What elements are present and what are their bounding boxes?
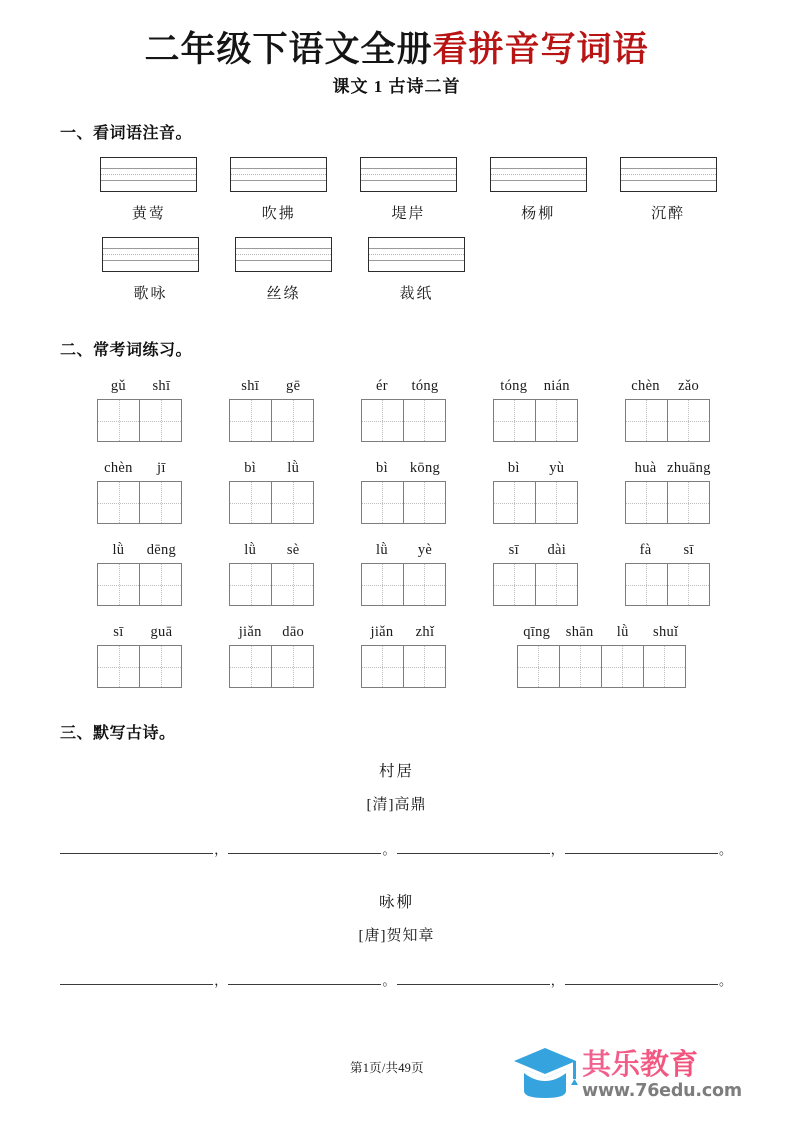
main-title-black: 二年级下语文全册 <box>144 29 433 70</box>
tianzige-box[interactable] <box>229 563 272 606</box>
tianzige-box[interactable] <box>271 563 314 606</box>
pinyin-label <box>360 624 446 641</box>
pinyin-label <box>624 542 710 559</box>
poem-block-2 <box>60 890 733 988</box>
tianzige-box-group <box>97 399 182 442</box>
pinyin-syllable: dāo <box>282 624 305 640</box>
pinyin-writing-box[interactable] <box>235 237 332 272</box>
tianzige-word-item <box>469 542 601 606</box>
tianzige-box-group <box>361 563 446 606</box>
tianzige-box[interactable] <box>139 645 182 688</box>
pinyin-syllable: qīng <box>523 624 551 640</box>
pinyin-syllable: tóng <box>411 378 439 394</box>
pinyin-syllable: kōng <box>409 460 441 476</box>
pinyin-syllable: chèn <box>104 460 133 476</box>
answer-blank[interactable] <box>397 838 550 854</box>
pinyin-label <box>97 460 183 477</box>
pinyin-label <box>97 624 183 641</box>
pinyin-label <box>492 542 578 559</box>
punctuation-mark: ， <box>214 842 228 857</box>
tianzige-box[interactable] <box>229 399 272 442</box>
word-label: 杨柳 <box>521 206 556 222</box>
pinyin-syllable: shī <box>241 378 260 394</box>
pinyin-writing-box[interactable] <box>100 157 197 192</box>
tianzige-box[interactable] <box>535 563 578 606</box>
pinyin-syllable: dēng <box>146 542 177 558</box>
pinyin-syllable: guā <box>150 624 173 640</box>
tianzige-box[interactable] <box>361 645 404 688</box>
pinyin-syllable: jiǎn <box>370 624 394 640</box>
page-number: 第1页/共49页 <box>350 1061 424 1075</box>
poem-answer-lines <box>60 838 733 857</box>
section-1-heading: 一、看词语注音。 <box>60 125 193 142</box>
tianzige-box[interactable] <box>229 645 272 688</box>
tianzige-box[interactable] <box>403 481 446 524</box>
punctuation-mark: ， <box>550 973 564 988</box>
pinyin-label <box>624 378 710 395</box>
tianzige-word-item <box>338 378 470 442</box>
answer-blank[interactable] <box>565 969 718 985</box>
tianzige-word-item <box>206 624 338 688</box>
tianzige-box[interactable] <box>559 645 602 688</box>
pinyin-box-item <box>217 237 350 303</box>
punctuation-mark: 。 <box>382 973 396 988</box>
pinyin-syllable: yù <box>549 460 565 476</box>
pinyin-syllable: shuǐ <box>653 624 679 640</box>
pinyin-box-item <box>214 157 344 223</box>
answer-blank[interactable] <box>60 969 213 985</box>
subtitle: 课文 1 古诗二首 <box>332 77 461 96</box>
tianzige-word-item <box>469 624 733 688</box>
pinyin-syllable: sī <box>683 542 694 558</box>
punctuation-mark: 。 <box>718 842 732 857</box>
tianzige-box[interactable] <box>643 645 686 688</box>
tianzige-word-item <box>74 624 206 688</box>
tianzige-box-group <box>625 481 710 524</box>
tianzige-word-item <box>74 460 206 524</box>
tianzige-box-group <box>493 563 578 606</box>
tianzige-word-item <box>601 460 733 524</box>
pinyin-writing-box[interactable] <box>102 237 199 272</box>
pinyin-syllable: lǜ <box>112 542 125 558</box>
answer-blank[interactable] <box>565 838 718 854</box>
pinyin-box-row-2 <box>60 237 733 303</box>
pinyin-box-item <box>344 157 474 223</box>
pinyin-syllable: sī <box>113 624 124 640</box>
main-title-red: 看拼音写词语 <box>432 29 649 70</box>
tianzige-box[interactable] <box>667 399 710 442</box>
tianzige-box[interactable] <box>667 563 710 606</box>
tianzige-box[interactable] <box>271 645 314 688</box>
graduation-cap-icon <box>512 1046 578 1104</box>
page-footer <box>0 1046 793 1122</box>
tianzige-word-item <box>74 378 206 442</box>
answer-blank[interactable] <box>397 969 550 985</box>
pinyin-syllable: jī <box>157 460 166 476</box>
pinyin-label <box>229 460 315 477</box>
pinyin-syllable: chèn <box>631 378 660 394</box>
poem-block-1 <box>60 759 733 857</box>
pinyin-label <box>229 542 315 559</box>
poem-author: [唐]贺知章 <box>358 928 435 944</box>
tianzige-box[interactable] <box>361 481 404 524</box>
tianzige-word-item <box>469 378 601 442</box>
pinyin-label <box>624 460 710 477</box>
pinyin-syllable: dài <box>547 542 567 558</box>
pinyin-box-item <box>603 157 733 223</box>
pinyin-syllable: gǔ <box>110 378 126 394</box>
pinyin-writing-box[interactable] <box>368 237 465 272</box>
tianzige-box-group <box>361 645 446 688</box>
pinyin-syllable: zhuāng <box>667 460 711 476</box>
pinyin-syllable: zǎo <box>678 378 700 394</box>
main-title <box>144 29 649 70</box>
tianzige-word-item <box>206 542 338 606</box>
pinyin-syllable: gē <box>286 378 301 394</box>
tianzige-word-item <box>206 378 338 442</box>
pinyin-label <box>360 378 446 395</box>
tianzige-box[interactable] <box>493 481 536 524</box>
tianzige-box-group <box>229 399 314 442</box>
tianzige-box-group <box>97 481 182 524</box>
pinyin-syllable: jiǎn <box>238 624 262 640</box>
pinyin-writing-box[interactable] <box>490 157 587 192</box>
pinyin-syllable: sè <box>286 542 300 558</box>
pinyin-syllable: bì <box>244 460 257 476</box>
tianzige-box-group <box>229 563 314 606</box>
word-label: 黄莺 <box>131 206 166 222</box>
tianzige-box[interactable] <box>97 563 140 606</box>
tianzige-box-group <box>229 645 314 688</box>
tianzige-row <box>60 378 733 442</box>
pinyin-syllable: zhǐ <box>415 624 435 640</box>
poem-answer-lines <box>60 969 733 988</box>
word-label: 裁纸 <box>399 286 434 302</box>
tianzige-box[interactable] <box>97 645 140 688</box>
tianzige-word-item <box>338 460 470 524</box>
tianzige-box-group <box>625 563 710 606</box>
tianzige-box-group <box>517 645 686 688</box>
tianzige-box-group <box>229 481 314 524</box>
answer-blank[interactable] <box>60 838 213 854</box>
section-2-heading: 二、常考词练习。 <box>60 342 193 359</box>
pinyin-writing-box[interactable] <box>620 157 717 192</box>
tianzige-row <box>60 460 733 524</box>
word-label: 歌咏 <box>133 286 168 302</box>
tianzige-box[interactable] <box>493 563 536 606</box>
pinyin-syllable: fà <box>639 542 652 558</box>
pinyin-label <box>229 624 315 641</box>
pinyin-label <box>515 624 687 641</box>
tianzige-box[interactable] <box>271 481 314 524</box>
punctuation-mark: ， <box>550 842 564 857</box>
tianzige-box-group <box>97 645 182 688</box>
pinyin-syllable: ér <box>376 378 388 394</box>
tianzige-box[interactable] <box>535 481 578 524</box>
tianzige-box[interactable] <box>403 563 446 606</box>
tianzige-box[interactable] <box>139 481 182 524</box>
tianzige-box[interactable] <box>97 399 140 442</box>
page-title <box>60 0 733 95</box>
pinyin-label <box>360 460 446 477</box>
tianzige-word-item <box>469 460 601 524</box>
pinyin-syllable: huà <box>634 460 657 476</box>
tianzige-box[interactable] <box>625 399 668 442</box>
section-3-heading: 三、默写古诗。 <box>60 725 176 742</box>
tianzige-box-group <box>361 399 446 442</box>
pinyin-label <box>492 378 578 395</box>
pinyin-syllable: bì <box>507 460 520 476</box>
tianzige-box-group <box>361 481 446 524</box>
tianzige-box[interactable] <box>403 645 446 688</box>
pinyin-syllable: lǜ <box>287 460 300 476</box>
tianzige-box-group <box>493 399 578 442</box>
pinyin-syllable: nián <box>543 378 570 394</box>
logo-text-group <box>582 1049 742 1100</box>
poem-title: 咏柳 <box>378 894 414 911</box>
pinyin-label <box>360 542 446 559</box>
word-label: 丝绦 <box>266 286 301 302</box>
tianzige-box[interactable] <box>271 399 314 442</box>
poem-author: [清]高鼎 <box>366 797 427 813</box>
pinyin-syllable: lǜ <box>616 624 629 640</box>
tianzige-box[interactable] <box>601 645 644 688</box>
tianzige-box[interactable] <box>625 563 668 606</box>
pinyin-syllable: lǜ <box>244 542 257 558</box>
tianzige-box[interactable] <box>139 399 182 442</box>
tianzige-box[interactable] <box>361 563 404 606</box>
pinyin-box-item <box>84 237 217 303</box>
tianzige-box[interactable] <box>493 399 536 442</box>
tianzige-box[interactable] <box>361 399 404 442</box>
punctuation-mark: ， <box>214 973 228 988</box>
tianzige-box[interactable] <box>229 481 272 524</box>
punctuation-mark: 。 <box>718 973 732 988</box>
answer-blank[interactable] <box>228 838 381 854</box>
pinyin-label <box>97 542 183 559</box>
logo-website-url: www.76edu.com <box>582 1080 742 1101</box>
pinyin-syllable: bì <box>376 460 388 476</box>
tianzige-word-item <box>206 460 338 524</box>
tianzige-box-group <box>97 563 182 606</box>
tianzige-box-group <box>625 399 710 442</box>
tianzige-word-item <box>338 624 470 688</box>
word-label: 堤岸 <box>391 206 426 222</box>
pinyin-label <box>97 378 183 395</box>
tianzige-box[interactable] <box>535 399 578 442</box>
pinyin-label <box>492 460 578 477</box>
pinyin-syllable: sī <box>508 542 519 558</box>
logo-brand-name: 其乐教育 <box>582 1049 742 1079</box>
pinyin-box-item <box>350 237 483 303</box>
pinyin-box-item <box>473 157 603 223</box>
pinyin-box-item <box>84 157 214 223</box>
tianzige-box[interactable] <box>97 481 140 524</box>
pinyin-syllable: tóng <box>500 378 528 394</box>
pinyin-syllable: yè <box>417 542 433 558</box>
tianzige-word-item <box>74 542 206 606</box>
tianzige-box-group <box>493 481 578 524</box>
tianzige-box[interactable] <box>517 645 560 688</box>
tianzige-box[interactable] <box>139 563 182 606</box>
tianzige-container <box>60 378 733 688</box>
word-label: 沉醉 <box>651 206 686 222</box>
poem-title: 村居 <box>378 763 414 780</box>
tianzige-word-item <box>338 542 470 606</box>
pinyin-box-row-1 <box>60 157 733 223</box>
pinyin-label <box>229 378 315 395</box>
answer-blank[interactable] <box>228 969 381 985</box>
word-label: 吹拂 <box>261 206 296 222</box>
tianzige-row <box>60 624 733 688</box>
pinyin-syllable: shī <box>152 378 171 394</box>
tianzige-box[interactable] <box>667 481 710 524</box>
pinyin-writing-box[interactable] <box>230 157 327 192</box>
tianzige-word-item <box>601 542 733 606</box>
pinyin-writing-box[interactable] <box>360 157 457 192</box>
pinyin-syllable: shān <box>565 624 594 640</box>
tianzige-row <box>60 542 733 606</box>
brand-logo <box>512 1046 742 1104</box>
tianzige-box[interactable] <box>403 399 446 442</box>
pinyin-syllable: lǜ <box>376 542 388 558</box>
punctuation-mark: 。 <box>382 842 396 857</box>
tianzige-box[interactable] <box>625 481 668 524</box>
tianzige-word-item <box>601 378 733 442</box>
